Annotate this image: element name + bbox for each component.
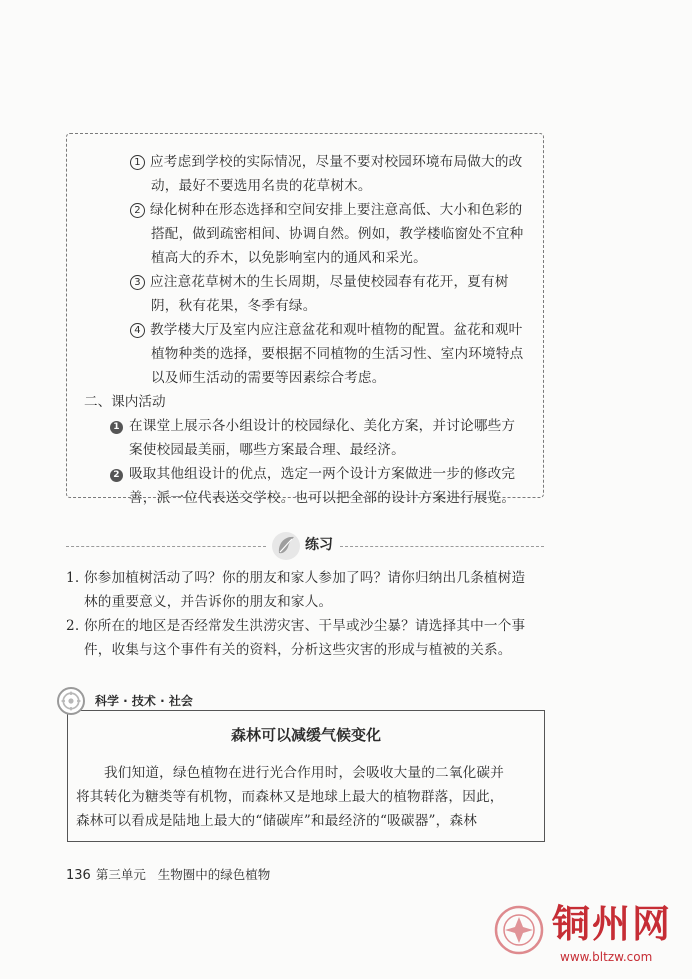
- exercise-2-line-1: 2. 你所在的地区是否经常发生洪涝灾害、干旱或沙尘暴？请选择其中一个事: [66, 618, 526, 634]
- watermark-url: www.bltzw.com: [560, 950, 653, 964]
- circled-number-2: 2: [130, 203, 145, 218]
- guideline-4-line-1: 4 教学楼大厅及室内应注意盆花和观叶植物的配置。盆花和观叶: [130, 320, 522, 340]
- watermark-seal-icon: [494, 905, 544, 955]
- exercise-1-line-2: 林的重要意义，并告诉你的朋友和家人。: [84, 594, 333, 610]
- page-footer: [66, 866, 270, 885]
- guideline-1-line-1: 1 应考虑到学校的实际情况，尽量不要对校园环境布局做大的改: [130, 152, 522, 172]
- exercise-number-1: 1.: [66, 570, 80, 586]
- guideline-2-line-2: 搭配，做到疏密相间、协调自然。例如，教学楼临窗处不宜种: [151, 226, 524, 242]
- filled-number-1: 1: [110, 421, 123, 434]
- sts-paragraph-line-2: 将其转化为糖类等有机物，而森林又是地球上最大的植物群落，因此，: [76, 789, 504, 805]
- guideline-4-line-2: 植物种类的选择，要根据不同植物的生活习性、室内环境特点: [151, 346, 524, 362]
- guideline-4-line-3: 以及师生活动的需要等因素综合考虑。: [151, 370, 386, 386]
- page-number: 136: [66, 868, 91, 883]
- task-1-line-1: 1 在课堂上展示各小组设计的校园绿化、美化方案，并讨论哪些方: [110, 416, 515, 436]
- chapter-label: 生物圈中的绿色植物: [157, 867, 271, 882]
- circled-number-3: 3: [130, 275, 145, 290]
- exercise-2-line-2: 件，收集与这个事件有关的资料，分析这些灾害的形成与植被的关系。: [84, 642, 512, 658]
- sts-paragraph-line-1: 我们知道，绿色植物在进行光合作用时，会吸收大量的二氧化碳并: [104, 765, 505, 781]
- exercise-1-line-1: 1. 你参加植树活动了吗？你的朋友和家人参加了吗？请你归纳出几条植树造: [66, 570, 526, 586]
- task-2-line-1: 2 吸取其他组设计的优点，选定一两个设计方案做进一步的修改完: [110, 464, 515, 484]
- filled-number-2: 2: [110, 469, 123, 482]
- exercise-divider-left: [66, 546, 266, 547]
- sts-label: 科学 · 技术 · 社会: [92, 692, 196, 710]
- exercise-number-2: 2.: [66, 618, 80, 634]
- circled-number-1: 1: [130, 155, 145, 170]
- task-1-line-2: 案使校园最美丽，哪些方案最合理、最经济。: [129, 442, 405, 458]
- sts-badge-icon: [57, 687, 85, 715]
- sts-article-title: 森林可以减缓气候变化: [230, 726, 381, 744]
- section-title-class-activity: 二、课内活动: [84, 394, 166, 410]
- exercise-title: 练习: [305, 537, 333, 553]
- guideline-3-line-2: 阴，秋有花果，冬季有绿。: [151, 298, 317, 314]
- sts-paragraph-line-3: 森林可以看成是陆地上最大的“储碳库”和最经济的“吸碳器”，森林: [76, 813, 478, 829]
- guideline-2-line-1: 2 绿化树种在形态选择和空间安排上要注意高低、大小和色彩的: [130, 200, 522, 220]
- unit-label: 第三单元: [95, 867, 146, 882]
- watermark-site-name: 铜州网: [552, 901, 673, 946]
- leaf-swirl-icon: [270, 529, 302, 563]
- task-2-line-2: 善，派一位代表送交学校。也可以把全部的设计方案进行展览。: [129, 490, 516, 506]
- guideline-3-line-1: 3 应注意花草树木的生长周期，尽量使校园春有花开，夏有树: [130, 272, 509, 292]
- exercise-divider-right: [340, 546, 544, 547]
- guideline-1-line-2: 动，最好不要选用名贵的花草树木。: [151, 178, 372, 194]
- guideline-2-line-3: 植高大的乔木，以免影响室内的通风和采光。: [151, 250, 427, 266]
- circled-number-4: 4: [130, 323, 145, 338]
